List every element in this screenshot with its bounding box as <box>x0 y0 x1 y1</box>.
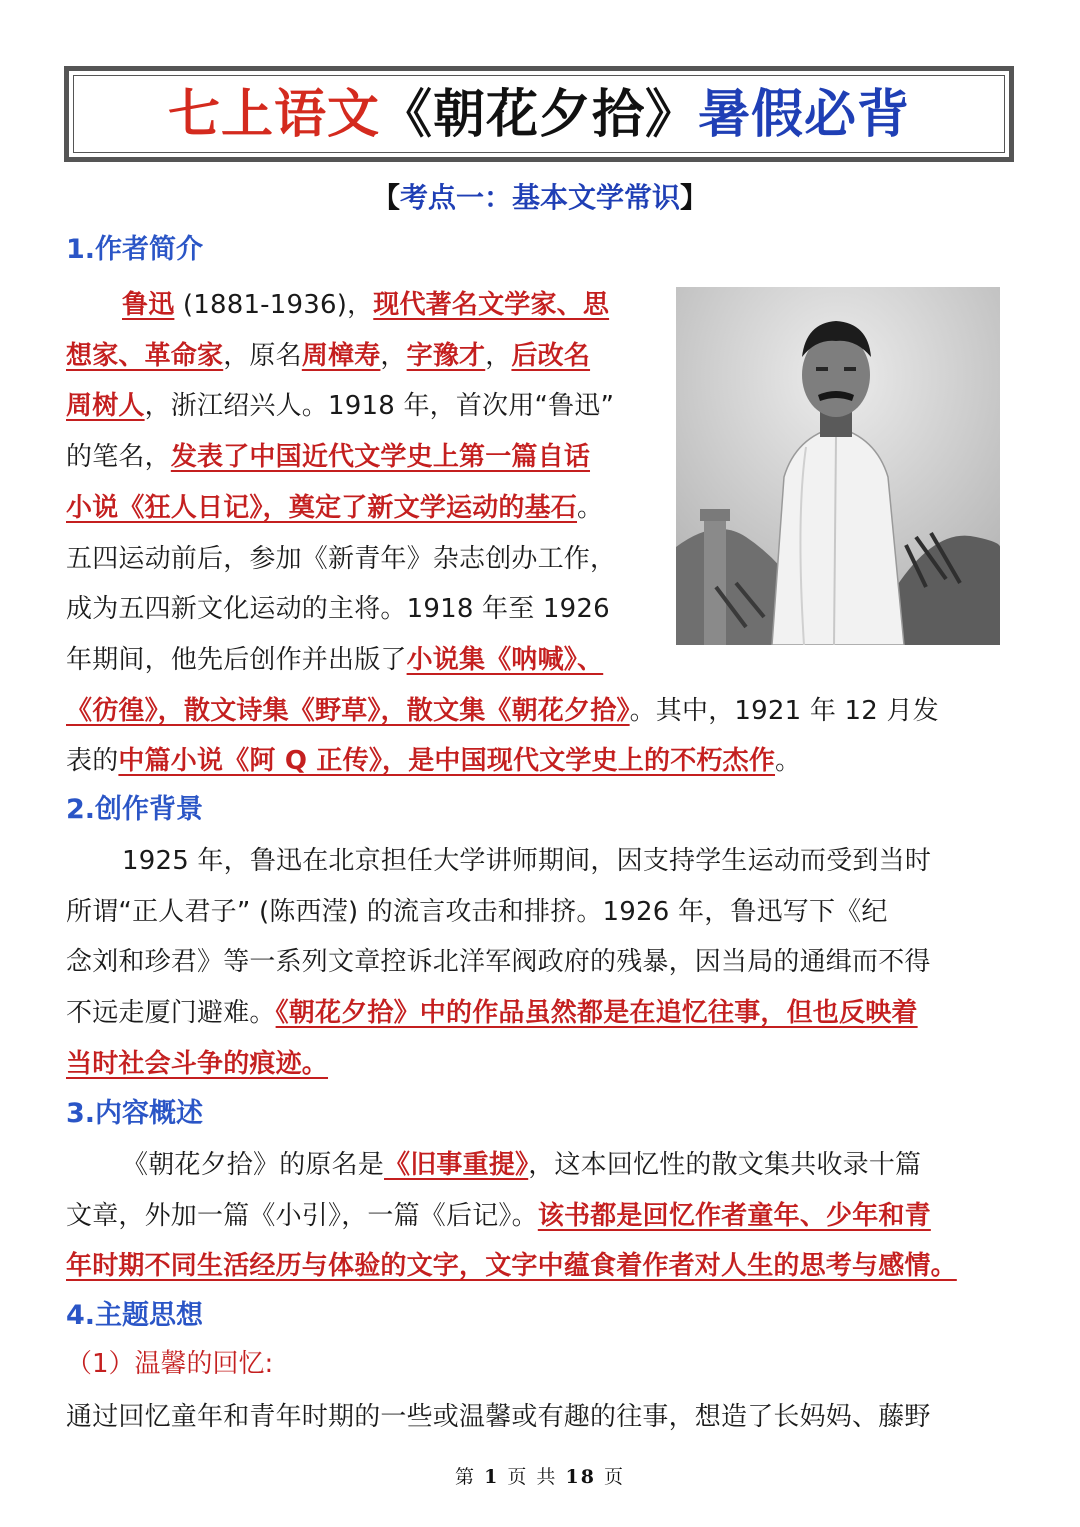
document-title <box>69 85 1009 145</box>
portrait-illustration <box>676 287 1000 645</box>
title-part-grade: 七上语文 <box>167 84 380 145</box>
title-part-book: 《朝花夕拾》 <box>379 84 698 145</box>
theme-paragraph: 通过回忆童年和青年时期的一些或温馨或有趣的往事，想造了长妈妈、藤野 <box>66 1402 931 1432</box>
heading-background: 2.创作背景 <box>66 794 204 825</box>
content-summary-paragraph: 《朝花夕拾》的原名是《旧事重提》，这本回忆性的散文集共收录十篇 文章，外加一篇《小引》，一篇《后记》。该书都是回忆作者童年、少年和青 年时期不同生活经历与体验的文字，文字中蕴食着作者对人生的思考与感情。 <box>66 1150 957 1282</box>
theme-subitem-warm-memories: （1）温馨的回忆: <box>66 1349 274 1379</box>
page-footer: 第 1 页 共 18 页 <box>455 1466 625 1488</box>
current-page-number: 1 <box>484 1466 500 1488</box>
author-portrait <box>676 287 1000 645</box>
heading-theme: 4.主题思想 <box>66 1300 204 1331</box>
section-subtitle: 【考点一：基本文学常识】 <box>371 181 709 214</box>
heading-content-summary: 3.内容概述 <box>66 1098 204 1129</box>
title-part-summer: 暑假必背 <box>698 84 911 145</box>
total-pages: 18 <box>565 1466 596 1488</box>
title-frame <box>64 66 1014 162</box>
heading-author-intro: 1.作者简介 <box>66 234 204 265</box>
subtitle-text: 考点一：基本文学常识 <box>399 181 680 214</box>
background-paragraph: 1925 年，鲁迅在北京担任大学讲师期间，因支持学生运动而受到当时 所谓“正人君子” (陈西滢) 的流言攻击和排挤。1926 年，鲁迅写下《纪 念刘和珍君》等一系列文章控诉北洋军阀政府的残暴，因当局的通缉而不得 不远走厦门避难。《朝花夕拾》中的作品虽然都是在追忆往事，但也反映着 当时社会斗争的痕迹。 <box>66 846 932 1079</box>
author-intro-paragraph: 鲁迅 (1881-1936)，现代著名文学家、思 想家、革命家，原名周樟寿，字豫才，后改名 周树人，浙江绍兴人。1918 年，首次用“鲁迅” 的笔名，发表了中国近代文学史上第一篇自话 小说《狂人日记》，奠定了新文学运动的基石。 五四运动前后，参加《新青年》杂志创办工作， 成为五四新文化运动的主将。1918 年至 1926 年期间，他先后创作并出版了小说集《呐喊》、 《彷徨》，散文诗集《野草》，散文集《朝花夕拾》。其中，1921 年 12 月发 表的中篇小说《阿 Q 正传》，是中国现代文学史上的不朽杰作。 <box>66 290 939 777</box>
